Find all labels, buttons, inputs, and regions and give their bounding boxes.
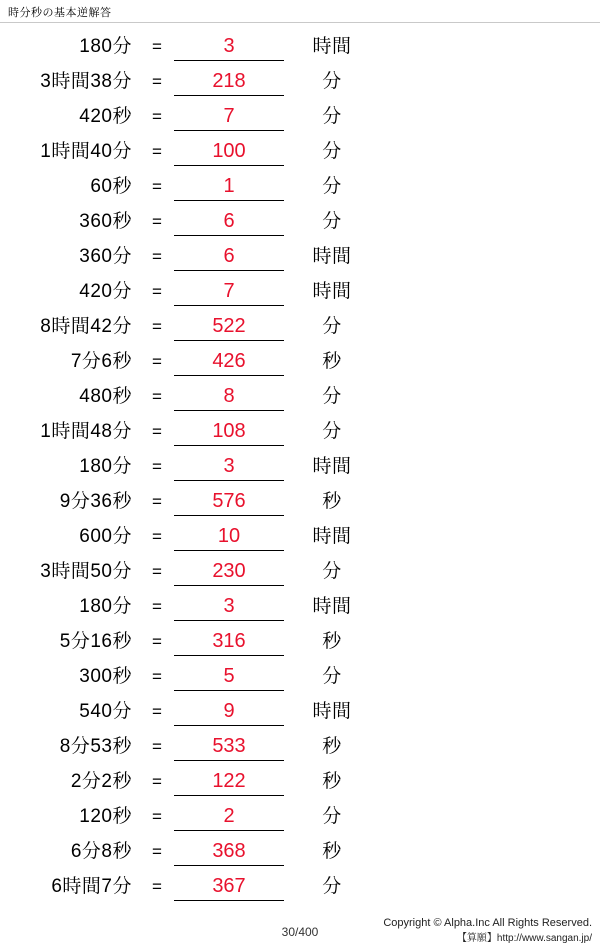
problem-question: 480秒	[79, 386, 132, 407]
page-title: 時分秒の基本逆解答	[8, 7, 112, 19]
answer-blank[interactable]: 10	[174, 523, 284, 551]
problem-question: 360分	[79, 246, 132, 267]
answer-unit: 分	[322, 316, 342, 337]
problem-row	[0, 796, 600, 831]
problem-question: 600分	[79, 526, 132, 547]
footer-site: 【算願】http://www.sangan.jp/	[456, 933, 592, 944]
answer-unit: 時間	[312, 596, 352, 617]
answer-blank[interactable]: 218	[174, 68, 284, 96]
answer-blank[interactable]: 7	[174, 103, 284, 131]
problem-row	[0, 691, 600, 726]
problem-row	[0, 96, 600, 131]
answer-blank[interactable]: 108	[174, 418, 284, 446]
answer-unit: 分	[322, 211, 342, 232]
problem-question: 6分8秒	[70, 841, 132, 862]
problem-question: 3時間38分	[40, 71, 132, 92]
answer-unit: 分	[322, 141, 342, 162]
problem-question: 1時間40分	[40, 141, 132, 162]
answer-blank[interactable]: 3	[174, 33, 284, 61]
equals-sign: =	[152, 807, 162, 826]
problem-row	[0, 236, 600, 271]
answer-blank[interactable]: 3	[174, 453, 284, 481]
answer-blank[interactable]: 6	[174, 208, 284, 236]
problem-row	[0, 726, 600, 761]
problem-question: 6時間7分	[51, 876, 132, 897]
answer-blank[interactable]: 368	[174, 838, 284, 866]
problem-question: 180分	[79, 36, 132, 57]
equals-sign: =	[152, 527, 162, 546]
problem-question: 360秒	[79, 211, 132, 232]
problem-row	[0, 166, 600, 201]
answer-unit: 時間	[312, 526, 352, 547]
equals-sign: =	[152, 317, 162, 336]
problem-question: 8分53秒	[59, 736, 132, 757]
equals-sign: =	[152, 772, 162, 791]
problem-row	[0, 761, 600, 796]
problem-question: 60秒	[90, 176, 132, 197]
problem-row	[0, 376, 600, 411]
problem-list	[0, 26, 600, 901]
equals-sign: =	[152, 597, 162, 616]
problem-question: 1時間48分	[40, 421, 132, 442]
answer-unit: 時間	[312, 456, 352, 477]
problem-row	[0, 271, 600, 306]
answer-unit: 分	[322, 106, 342, 127]
answer-blank[interactable]: 5	[174, 663, 284, 691]
answer-blank[interactable]: 230	[174, 558, 284, 586]
answer-blank[interactable]: 2	[174, 803, 284, 831]
problem-row	[0, 621, 600, 656]
answer-blank[interactable]: 367	[174, 873, 284, 901]
problem-question: 9分36秒	[59, 491, 132, 512]
answer-blank[interactable]: 9	[174, 698, 284, 726]
problem-question: 5分16秒	[59, 631, 132, 652]
answer-unit: 時間	[312, 701, 352, 722]
problem-row	[0, 306, 600, 341]
answer-unit: 時間	[312, 36, 352, 57]
answer-unit: 分	[322, 806, 342, 827]
answer-blank[interactable]: 533	[174, 733, 284, 761]
equals-sign: =	[152, 177, 162, 196]
problem-row	[0, 26, 600, 61]
header-divider	[0, 22, 600, 23]
answer-unit: 秒	[322, 491, 342, 512]
problem-row	[0, 201, 600, 236]
problem-row	[0, 61, 600, 96]
equals-sign: =	[152, 877, 162, 896]
equals-sign: =	[152, 212, 162, 231]
problem-question: 180分	[79, 596, 132, 617]
equals-sign: =	[152, 702, 162, 721]
answer-blank[interactable]: 8	[174, 383, 284, 411]
answer-unit: 秒	[322, 631, 342, 652]
footer-copyright: Copyright © Alpha.Inc All Rights Reserved.	[383, 917, 592, 929]
problem-question: 120秒	[79, 806, 132, 827]
equals-sign: =	[152, 282, 162, 301]
equals-sign: =	[152, 72, 162, 91]
equals-sign: =	[152, 667, 162, 686]
answer-unit: 時間	[312, 281, 352, 302]
problem-row	[0, 516, 600, 551]
answer-blank[interactable]: 7	[174, 278, 284, 306]
equals-sign: =	[152, 37, 162, 56]
problem-question: 300秒	[79, 666, 132, 687]
equals-sign: =	[152, 352, 162, 371]
footer	[383, 916, 592, 946]
answer-blank[interactable]: 426	[174, 348, 284, 376]
problem-question: 420秒	[79, 106, 132, 127]
answer-unit: 時間	[312, 246, 352, 267]
answer-blank[interactable]: 522	[174, 313, 284, 341]
problem-row	[0, 481, 600, 516]
answer-blank[interactable]: 316	[174, 628, 284, 656]
equals-sign: =	[152, 842, 162, 861]
answer-blank[interactable]: 3	[174, 593, 284, 621]
answer-blank[interactable]: 100	[174, 138, 284, 166]
equals-sign: =	[152, 142, 162, 161]
problem-row	[0, 551, 600, 586]
equals-sign: =	[152, 457, 162, 476]
problem-question: 2分2秒	[70, 771, 132, 792]
answer-blank[interactable]: 1	[174, 173, 284, 201]
answer-blank[interactable]: 122	[174, 768, 284, 796]
answer-unit: 秒	[322, 351, 342, 372]
equals-sign: =	[152, 422, 162, 441]
problem-question: 420分	[79, 281, 132, 302]
problem-row	[0, 446, 600, 481]
answer-unit: 秒	[322, 736, 342, 757]
answer-unit: 分	[322, 386, 342, 407]
answer-unit: 分	[322, 421, 342, 442]
equals-sign: =	[152, 107, 162, 126]
problem-question: 7分6秒	[70, 351, 132, 372]
problem-question: 540分	[79, 701, 132, 722]
equals-sign: =	[152, 492, 162, 511]
answer-blank[interactable]: 576	[174, 488, 284, 516]
problem-row	[0, 656, 600, 691]
equals-sign: =	[152, 387, 162, 406]
answer-unit: 分	[322, 561, 342, 582]
problem-question: 3時間50分	[40, 561, 132, 582]
equals-sign: =	[152, 247, 162, 266]
problem-row	[0, 866, 600, 901]
problem-question: 8時間42分	[40, 316, 132, 337]
answer-unit: 分	[322, 666, 342, 687]
answer-unit: 秒	[322, 771, 342, 792]
answer-blank[interactable]: 6	[174, 243, 284, 271]
problem-row	[0, 131, 600, 166]
page-number: 30/400	[281, 925, 319, 939]
problem-row	[0, 586, 600, 621]
problem-row	[0, 831, 600, 866]
problem-question: 180分	[79, 456, 132, 477]
equals-sign: =	[152, 632, 162, 651]
answer-unit: 分	[322, 876, 342, 897]
answer-unit: 秒	[322, 841, 342, 862]
equals-sign: =	[152, 737, 162, 756]
equals-sign: =	[152, 562, 162, 581]
answer-unit: 分	[322, 71, 342, 92]
problem-row	[0, 411, 600, 446]
problem-row	[0, 341, 600, 376]
answer-unit: 分	[322, 176, 342, 197]
